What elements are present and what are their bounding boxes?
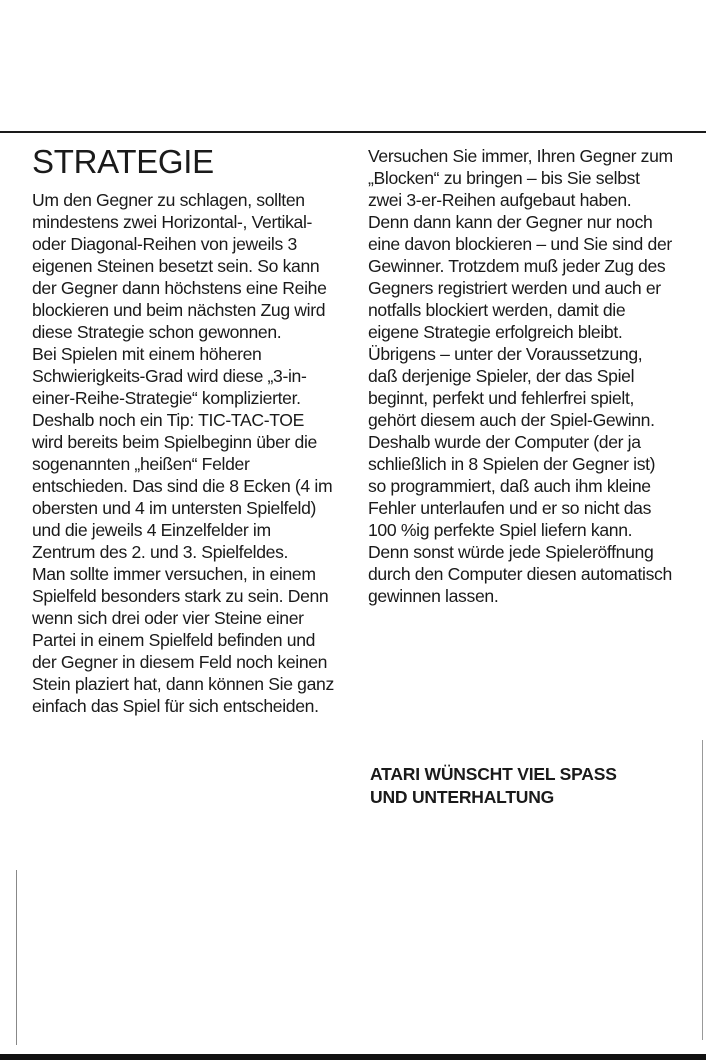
right-page-edge <box>702 740 703 1040</box>
page-title: STRATEGIE <box>32 143 214 180</box>
bottom-page-edge <box>0 1054 706 1060</box>
paragraph: Bei Spielen mit einem höheren Schwierigkeits-Grad wird diese „3-in-einer-Reihe-Strategie“ komplizierter. Deshalb noch ein Tip: TIC-TAC-TOE wird bereits beim Spielbeginn über die sogenannten „heißen“ Felder entschieden. Das sind die 8 Ecken (4 im obersten und 4 im untersten Spielfeld) und die jeweils 4 Einzelfelder im Zentrum des 2. und 3. Spielfeldes. <box>32 344 333 562</box>
paragraph: Versuchen Sie immer, Ihren Gegner zum „Blocken“ zu bringen – bis Sie selbst zwei 3-er-Reihen aufgebaut haben. Denn dann kann der Gegner nur noch eine davon blockieren – und Sie sind der Gewinner. Trotzdem muß jeder Zug des Gegners registriert werden und auch er notfalls blockiert werden, damit die eigene Strategie erfolgreich bleibt. <box>368 146 673 342</box>
top-rule <box>0 131 706 133</box>
closing-line-1: ATARI WÜNSCHT VIEL SPASS <box>370 764 617 784</box>
left-page-edge <box>16 870 17 1045</box>
right-text-column <box>368 145 673 607</box>
closing-message <box>370 763 670 809</box>
paragraph: Man sollte immer versuchen, in einem Spielfeld besonders stark zu sein. Denn wenn sich drei oder vier Steine einer Partei in einem Spielfeld befinden und der Gegner in diesem Feld noch keinen Stein plaziert hat, dann können Sie ganz einfach das Spiel für sich entscheiden. <box>32 564 334 716</box>
closing-line-2: UND UNTERHALTUNG <box>370 787 555 807</box>
paragraph: Übrigens – unter der Voraussetzung, daß derjenige Spieler, der das Spiel beginnt, perfekt und fehlerfrei spielt, gehört diesem auch der Spiel-Gewinn. Deshalb wurde der Computer (der ja schließlich in 8 Spielen der Gegner ist) so programmiert, daß auch ihm kleine Fehler unterlaufen und er so nicht das 100 %ig perfekte Spiel liefern kann. Denn sonst würde jede Spieleröffnung durch den Computer diesen automatisch gewinnen lassen. <box>368 344 672 606</box>
paragraph: Um den Gegner zu schlagen, sollten mindestens zwei Horizontal-, Vertikal- oder Diagonal-Reihen von jeweils 3 eigenen Steinen besetzt sein. So kann der Gegner dann höchstens eine Reihe blockieren und beim nächsten Zug wird diese Strategie schon gewonnen. <box>32 190 327 342</box>
left-text-column <box>32 189 337 717</box>
